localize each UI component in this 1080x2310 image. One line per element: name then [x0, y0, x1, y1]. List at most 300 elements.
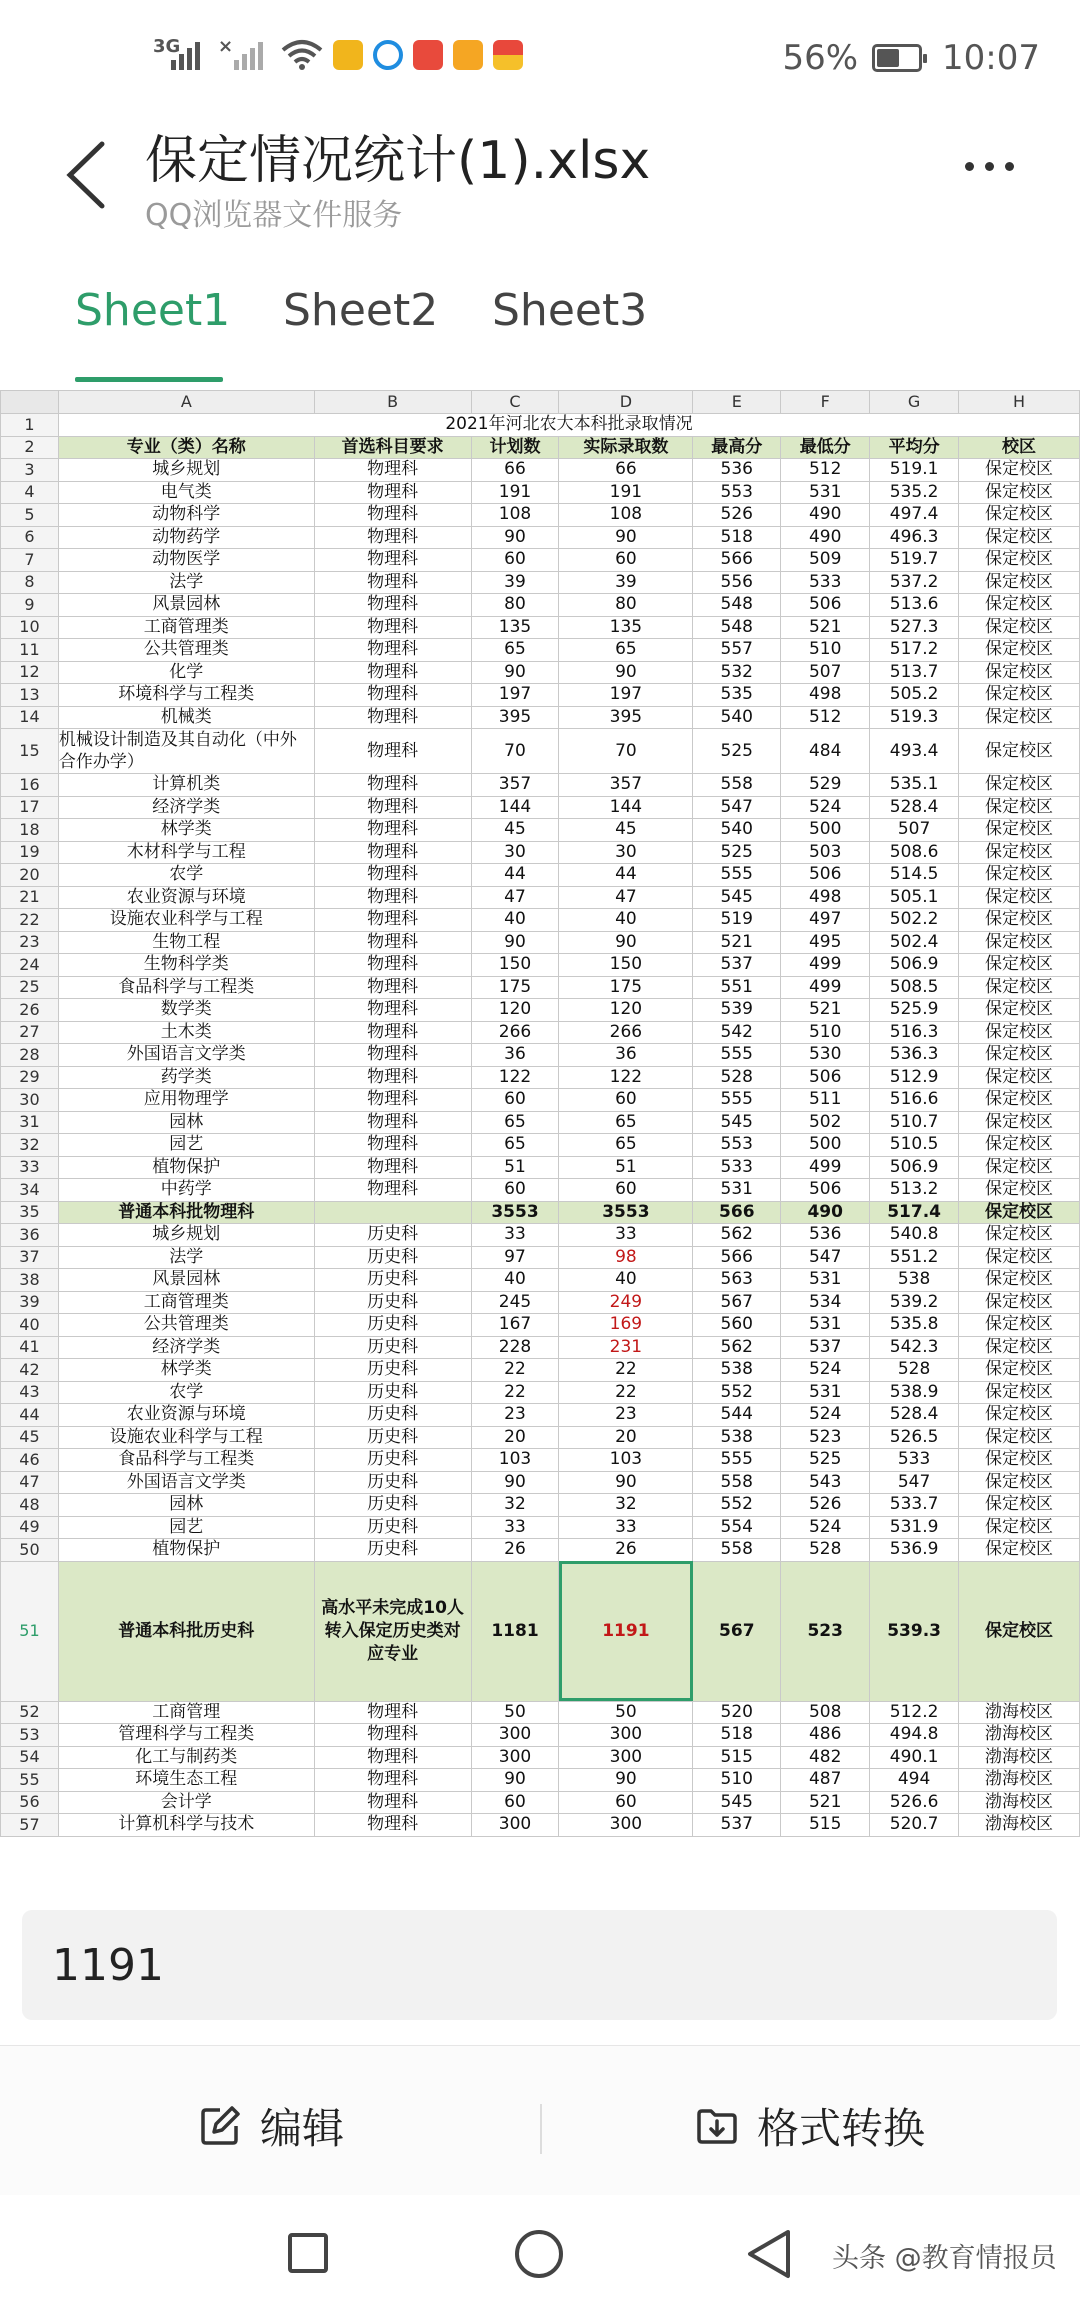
table-cell[interactable]: 524	[781, 1404, 870, 1427]
table-cell[interactable]: 535.8	[870, 1314, 959, 1337]
table-cell[interactable]: 23	[559, 1404, 693, 1427]
table-cell[interactable]: 保定校区	[959, 684, 1080, 707]
table-cell[interactable]: 395	[559, 706, 693, 729]
table-cell[interactable]: 工商管理类	[58, 616, 314, 639]
table-cell[interactable]: 保定校区	[959, 1156, 1080, 1179]
table-cell[interactable]: 66	[559, 459, 693, 482]
recent-apps-icon[interactable]	[288, 2233, 328, 2273]
table-cell[interactable]: 保定校区	[959, 1449, 1080, 1472]
table-cell[interactable]: 510.7	[870, 1111, 959, 1134]
row-number[interactable]: 33	[1, 1156, 59, 1179]
table-cell[interactable]: 512	[781, 459, 870, 482]
row-number[interactable]: 52	[1, 1701, 59, 1724]
table-cell[interactable]: 557	[693, 639, 781, 662]
table-cell[interactable]: 51	[471, 1156, 559, 1179]
table-cell[interactable]: 物理科	[314, 1111, 471, 1134]
column-header-A[interactable]: A	[58, 391, 314, 414]
table-cell[interactable]: 536.9	[870, 1539, 959, 1562]
tab-sheet2[interactable]: Sheet2	[283, 285, 439, 336]
row-number[interactable]: 41	[1, 1336, 59, 1359]
table-cell[interactable]: 65	[559, 1111, 693, 1134]
row-number[interactable]: 18	[1, 819, 59, 842]
table-cell[interactable]: 144	[559, 796, 693, 819]
row-number[interactable]: 10	[1, 616, 59, 639]
table-cell[interactable]: 物理科	[314, 931, 471, 954]
table-cell[interactable]: 197	[559, 684, 693, 707]
table-cell[interactable]: 60	[559, 1791, 693, 1814]
table-cell[interactable]: 公共管理类	[58, 639, 314, 662]
table-cell[interactable]: 90	[471, 1769, 559, 1792]
table-cell[interactable]: 555	[693, 1449, 781, 1472]
table-cell[interactable]: 保定校区	[959, 954, 1080, 977]
table-cell[interactable]: 历史科	[314, 1449, 471, 1472]
table-cell[interactable]: 395	[471, 706, 559, 729]
table-cell[interactable]: 渤海校区	[959, 1791, 1080, 1814]
table-cell[interactable]: 529	[781, 774, 870, 797]
row-number[interactable]: 7	[1, 549, 59, 572]
table-cell[interactable]: 渤海校区	[959, 1769, 1080, 1792]
row-number[interactable]: 19	[1, 841, 59, 864]
table-cell[interactable]: 533	[870, 1449, 959, 1472]
column-heading[interactable]: 专业（类）名称	[58, 436, 314, 459]
row-number[interactable]: 28	[1, 1044, 59, 1067]
home-icon[interactable]	[515, 2230, 563, 2278]
row-number[interactable]: 36	[1, 1224, 59, 1247]
row-number[interactable]: 48	[1, 1494, 59, 1517]
table-cell[interactable]: 506	[781, 1179, 870, 1202]
table-cell[interactable]: 工商管理	[58, 1701, 314, 1724]
column-header-F[interactable]: F	[781, 391, 870, 414]
table-cell[interactable]: 551	[693, 976, 781, 999]
table-cell[interactable]: 548	[693, 616, 781, 639]
row-number[interactable]: 50	[1, 1539, 59, 1562]
table-cell[interactable]: 动物医学	[58, 549, 314, 572]
table-cell[interactable]: 357	[559, 774, 693, 797]
row-number[interactable]: 16	[1, 774, 59, 797]
table-cell[interactable]: 管理科学与工程类	[58, 1724, 314, 1747]
row-number[interactable]: 15	[1, 729, 59, 774]
table-cell[interactable]: 357	[471, 774, 559, 797]
table-cell[interactable]: 农业资源与环境	[58, 886, 314, 909]
table-cell[interactable]: 保定校区	[959, 1516, 1080, 1539]
table-cell[interactable]: 512	[781, 706, 870, 729]
table-cell[interactable]: 562	[693, 1336, 781, 1359]
table-cell[interactable]: 生物科学类	[58, 954, 314, 977]
table-cell[interactable]: 保定校区	[959, 1314, 1080, 1337]
table-cell[interactable]: 537.2	[870, 571, 959, 594]
table-cell[interactable]: 保定校区	[959, 1066, 1080, 1089]
table-cell[interactable]: 519.3	[870, 706, 959, 729]
table-cell[interactable]: 65	[559, 1134, 693, 1157]
table-cell[interactable]: 540	[693, 819, 781, 842]
table-cell[interactable]: 保定校区	[959, 1246, 1080, 1269]
table-cell[interactable]: 法学	[58, 571, 314, 594]
table-cell[interactable]: 300	[471, 1724, 559, 1747]
table-cell[interactable]: 520	[693, 1701, 781, 1724]
table-cell[interactable]: 60	[559, 549, 693, 572]
row-number[interactable]: 32	[1, 1134, 59, 1157]
more-options-icon[interactable]	[965, 162, 1014, 171]
row-number[interactable]: 6	[1, 526, 59, 549]
table-cell[interactable]: 土木类	[58, 1021, 314, 1044]
table-cell[interactable]: 40	[559, 909, 693, 932]
table-cell[interactable]: 508	[781, 1701, 870, 1724]
table-cell[interactable]: 103	[471, 1449, 559, 1472]
table-cell[interactable]: 496.3	[870, 526, 959, 549]
table-cell[interactable]: 物理科	[314, 886, 471, 909]
table-cell[interactable]: 70	[559, 729, 693, 774]
row-number[interactable]: 1	[1, 414, 59, 437]
table-cell[interactable]: 519.1	[870, 459, 959, 482]
table-cell[interactable]: 保定校区	[959, 1179, 1080, 1202]
table-cell[interactable]: 保定校区	[959, 1111, 1080, 1134]
table-cell[interactable]: 保定校区	[959, 481, 1080, 504]
table-cell[interactable]: 108	[559, 504, 693, 527]
table-cell[interactable]: 539.3	[870, 1561, 959, 1701]
table-cell[interactable]: 保定校区	[959, 459, 1080, 482]
table-cell[interactable]: 物理科	[314, 481, 471, 504]
table-cell[interactable]: 525	[693, 841, 781, 864]
row-number[interactable]: 57	[1, 1814, 59, 1837]
table-cell[interactable]: 65	[471, 639, 559, 662]
table-cell[interactable]: 物理科	[314, 684, 471, 707]
table-cell[interactable]: 65	[471, 1111, 559, 1134]
row-number[interactable]: 37	[1, 1246, 59, 1269]
table-cell[interactable]: 会计学	[58, 1791, 314, 1814]
table-cell[interactable]: 历史科	[314, 1516, 471, 1539]
row-number[interactable]: 43	[1, 1381, 59, 1404]
table-cell[interactable]: 物理科	[314, 1724, 471, 1747]
table-cell[interactable]: 物理科	[314, 774, 471, 797]
table-cell[interactable]: 物理科	[314, 526, 471, 549]
table-cell[interactable]: 保定校区	[959, 549, 1080, 572]
table-cell[interactable]: 保定校区	[959, 1539, 1080, 1562]
table-cell[interactable]: 法学	[58, 1246, 314, 1269]
table-cell[interactable]: 228	[471, 1336, 559, 1359]
table-cell[interactable]: 144	[471, 796, 559, 819]
table-cell[interactable]: 518	[693, 526, 781, 549]
table-cell[interactable]: 490	[781, 1201, 870, 1224]
table-cell[interactable]: 22	[471, 1381, 559, 1404]
table-cell[interactable]: 494	[870, 1769, 959, 1792]
table-cell[interactable]: 512.2	[870, 1701, 959, 1724]
row-number[interactable]: 42	[1, 1359, 59, 1382]
table-cell[interactable]: 3553	[559, 1201, 693, 1224]
table-cell[interactable]: 47	[471, 886, 559, 909]
table-cell[interactable]: 300	[559, 1746, 693, 1769]
table-cell[interactable]: 渤海校区	[959, 1746, 1080, 1769]
table-cell[interactable]: 520.7	[870, 1814, 959, 1837]
table-cell[interactable]: 527.3	[870, 616, 959, 639]
table-cell[interactable]: 519	[693, 909, 781, 932]
table-cell[interactable]: 300	[471, 1746, 559, 1769]
table-cell[interactable]: 487	[781, 1769, 870, 1792]
table-cell[interactable]: 历史科	[314, 1539, 471, 1562]
table-cell[interactable]: 517.4	[870, 1201, 959, 1224]
table-cell[interactable]: 物理科	[314, 1769, 471, 1792]
row-number[interactable]: 34	[1, 1179, 59, 1202]
table-cell[interactable]: 535	[693, 684, 781, 707]
table-cell[interactable]: 30	[559, 841, 693, 864]
tab-sheet1[interactable]: Sheet1	[75, 285, 231, 336]
table-cell[interactable]: 园艺	[58, 1134, 314, 1157]
table-cell[interactable]: 555	[693, 1089, 781, 1112]
table-cell[interactable]: 物理科	[314, 729, 471, 774]
table-cell[interactable]: 历史科	[314, 1224, 471, 1247]
table-cell[interactable]: 552	[693, 1381, 781, 1404]
row-number[interactable]: 30	[1, 1089, 59, 1112]
table-cell[interactable]: 植物保护	[58, 1156, 314, 1179]
tab-sheet3[interactable]: Sheet3	[492, 285, 648, 336]
table-cell[interactable]: 538	[693, 1359, 781, 1382]
table-cell[interactable]: 524	[781, 1516, 870, 1539]
table-cell[interactable]: 历史科	[314, 1269, 471, 1292]
table-cell[interactable]: 物理科	[314, 1089, 471, 1112]
table-cell[interactable]: 90	[559, 931, 693, 954]
row-number[interactable]: 20	[1, 864, 59, 887]
table-cell[interactable]: 524	[781, 1359, 870, 1382]
row-number[interactable]: 39	[1, 1291, 59, 1314]
table-cell[interactable]: 机械设计制造及其自动化（中外合作办学）	[58, 729, 314, 774]
row-number[interactable]: 3	[1, 459, 59, 482]
table-cell[interactable]: 物理科	[314, 1814, 471, 1837]
row-number[interactable]: 55	[1, 1769, 59, 1792]
table-cell[interactable]: 531	[781, 481, 870, 504]
table-cell[interactable]: 528.4	[870, 796, 959, 819]
table-cell[interactable]: 物理科	[314, 909, 471, 932]
table-cell[interactable]: 26	[559, 1539, 693, 1562]
table-cell[interactable]: 506.9	[870, 1156, 959, 1179]
table-cell[interactable]: 528.4	[870, 1404, 959, 1427]
table-cell[interactable]: 保定校区	[959, 616, 1080, 639]
table-cell[interactable]: 521	[781, 616, 870, 639]
table-cell[interactable]: 22	[471, 1359, 559, 1382]
table-cell[interactable]: 40	[471, 1269, 559, 1292]
table-cell[interactable]: 175	[471, 976, 559, 999]
table-cell[interactable]: 526.6	[870, 1791, 959, 1814]
table-cell[interactable]: 物理科	[314, 1791, 471, 1814]
table-cell[interactable]: 渤海校区	[959, 1814, 1080, 1837]
table-cell[interactable]: 保定校区	[959, 1381, 1080, 1404]
table-cell[interactable]: 22	[559, 1359, 693, 1382]
table-cell[interactable]: 47	[559, 886, 693, 909]
table-cell[interactable]: 510	[781, 1021, 870, 1044]
table-cell[interactable]: 60	[471, 1791, 559, 1814]
table-cell[interactable]: 物理科	[314, 504, 471, 527]
table-cell[interactable]: 物理科	[314, 1021, 471, 1044]
table-cell[interactable]: 300	[559, 1814, 693, 1837]
row-number[interactable]: 26	[1, 999, 59, 1022]
table-cell[interactable]: 567	[693, 1291, 781, 1314]
row-number[interactable]: 22	[1, 909, 59, 932]
table-cell[interactable]: 36	[471, 1044, 559, 1067]
row-number[interactable]: 5	[1, 504, 59, 527]
table-cell[interactable]: 保定校区	[959, 864, 1080, 887]
table-cell[interactable]: 536	[781, 1224, 870, 1247]
row-number[interactable]: 9	[1, 594, 59, 617]
table-cell[interactable]: 518	[693, 1724, 781, 1747]
table-cell[interactable]: 528	[781, 1539, 870, 1562]
table-cell[interactable]: 环境科学与工程类	[58, 684, 314, 707]
table-cell[interactable]: 51	[559, 1156, 693, 1179]
table-cell[interactable]: 保定校区	[959, 571, 1080, 594]
table-cell[interactable]: 80	[471, 594, 559, 617]
table-cell[interactable]: 482	[781, 1746, 870, 1769]
table-cell[interactable]: 538	[693, 1426, 781, 1449]
table-cell[interactable]: 562	[693, 1224, 781, 1247]
table-cell[interactable]: 531.9	[870, 1516, 959, 1539]
table-cell[interactable]: 数学类	[58, 999, 314, 1022]
table-cell[interactable]: 保定校区	[959, 1201, 1080, 1224]
table-cell[interactable]: 历史科	[314, 1494, 471, 1517]
table-cell[interactable]: 物理科	[314, 661, 471, 684]
table-cell[interactable]: 560	[693, 1314, 781, 1337]
table-cell[interactable]: 505.1	[870, 886, 959, 909]
table-cell[interactable]: 526	[781, 1494, 870, 1517]
row-number[interactable]: 38	[1, 1269, 59, 1292]
row-number[interactable]: 49	[1, 1516, 59, 1539]
table-cell[interactable]: 林学类	[58, 819, 314, 842]
row-number[interactable]: 54	[1, 1746, 59, 1769]
table-cell[interactable]: 526	[693, 504, 781, 527]
table-cell[interactable]: 507	[781, 661, 870, 684]
table-cell[interactable]: 514.5	[870, 864, 959, 887]
back-triangle-icon[interactable]	[744, 2228, 794, 2280]
row-number[interactable]: 29	[1, 1066, 59, 1089]
table-cell[interactable]: 30	[471, 841, 559, 864]
table-cell[interactable]: 保定校区	[959, 1269, 1080, 1292]
table-cell[interactable]: 设施农业科学与工程	[58, 909, 314, 932]
row-number[interactable]: 2	[1, 436, 59, 459]
table-cell[interactable]: 90	[559, 1769, 693, 1792]
cell-content-bar[interactable]	[22, 1910, 1057, 2020]
table-cell[interactable]: 物理科	[314, 1746, 471, 1769]
table-cell[interactable]: 505.2	[870, 684, 959, 707]
table-cell[interactable]: 539.2	[870, 1291, 959, 1314]
table-cell[interactable]: 547	[693, 796, 781, 819]
table-cell[interactable]: 保定校区	[959, 639, 1080, 662]
table-cell[interactable]: 563	[693, 1269, 781, 1292]
table-cell[interactable]: 渤海校区	[959, 1724, 1080, 1747]
table-cell[interactable]: 122	[559, 1066, 693, 1089]
table-cell[interactable]: 90	[559, 526, 693, 549]
table-cell[interactable]: 510.5	[870, 1134, 959, 1157]
table-cell[interactable]: 物理科	[314, 976, 471, 999]
row-number[interactable]: 13	[1, 684, 59, 707]
table-cell[interactable]: 保定校区	[959, 931, 1080, 954]
column-header-H[interactable]: H	[959, 391, 1080, 414]
table-cell[interactable]: 494.8	[870, 1724, 959, 1747]
table-cell[interactable]: 50	[471, 1701, 559, 1724]
table-cell[interactable]: 保定校区	[959, 841, 1080, 864]
table-cell[interactable]: 542.3	[870, 1336, 959, 1359]
table-cell[interactable]: 490.1	[870, 1746, 959, 1769]
table-cell[interactable]: 539	[693, 999, 781, 1022]
row-number[interactable]: 14	[1, 706, 59, 729]
table-cell[interactable]: 509	[781, 549, 870, 572]
column-heading[interactable]: 实际录取数	[559, 436, 693, 459]
table-cell[interactable]: 39	[559, 571, 693, 594]
table-cell[interactable]: 保定校区	[959, 1359, 1080, 1382]
table-cell[interactable]: 26	[471, 1539, 559, 1562]
table-cell[interactable]: 城乡规划	[58, 459, 314, 482]
table-cell[interactable]: 506.9	[870, 954, 959, 977]
table-cell[interactable]: 502.4	[870, 931, 959, 954]
table-cell[interactable]: 545	[693, 1111, 781, 1134]
row-number[interactable]: 51	[1, 1561, 59, 1701]
table-cell[interactable]: 36	[559, 1044, 693, 1067]
table-cell[interactable]: 513.7	[870, 661, 959, 684]
table-cell[interactable]: 500	[781, 1134, 870, 1157]
table-cell[interactable]: 保定校区	[959, 796, 1080, 819]
table-cell[interactable]: 533	[781, 571, 870, 594]
table-cell[interactable]: 502.2	[870, 909, 959, 932]
table-cell[interactable]: 保定校区	[959, 1561, 1080, 1701]
table-cell[interactable]: 551.2	[870, 1246, 959, 1269]
table-cell[interactable]: 历史科	[314, 1404, 471, 1427]
column-heading[interactable]: 校区	[959, 436, 1080, 459]
table-cell[interactable]: 物理科	[314, 999, 471, 1022]
table-cell[interactable]: 542	[693, 1021, 781, 1044]
table-cell[interactable]: 525	[781, 1449, 870, 1472]
table-cell[interactable]: 22	[559, 1381, 693, 1404]
row-number[interactable]: 23	[1, 931, 59, 954]
table-cell[interactable]: 动物药学	[58, 526, 314, 549]
table-cell[interactable]: 537	[693, 954, 781, 977]
table-cell[interactable]: 521	[781, 999, 870, 1022]
table-cell[interactable]: 物理科	[314, 1156, 471, 1179]
table-cell[interactable]: 566	[693, 1201, 781, 1224]
column-heading[interactable]: 计划数	[471, 436, 559, 459]
table-cell[interactable]: 物理科	[314, 1044, 471, 1067]
table-cell[interactable]: 547	[781, 1246, 870, 1269]
table-cell[interactable]: 506	[781, 864, 870, 887]
select-all-corner[interactable]	[1, 391, 59, 414]
table-cell[interactable]: 525	[693, 729, 781, 774]
table-cell[interactable]: 物理科	[314, 1179, 471, 1202]
table-cell[interactable]: 物理科	[314, 841, 471, 864]
table-cell[interactable]: 197	[471, 684, 559, 707]
table-cell[interactable]: 70	[471, 729, 559, 774]
column-header-G[interactable]: G	[870, 391, 959, 414]
table-cell[interactable]: 66	[471, 459, 559, 482]
table-cell[interactable]: 公共管理类	[58, 1314, 314, 1337]
table-cell[interactable]: 544	[693, 1404, 781, 1427]
table-cell[interactable]: 521	[693, 931, 781, 954]
table-cell[interactable]: 物理科	[314, 954, 471, 977]
table-cell[interactable]: 510	[781, 639, 870, 662]
table-cell[interactable]: 保定校区	[959, 976, 1080, 999]
table-cell[interactable]: 1181	[471, 1561, 559, 1701]
table-cell[interactable]: 保定校区	[959, 526, 1080, 549]
table-cell[interactable]: 540	[693, 706, 781, 729]
table-cell[interactable]: 525.9	[870, 999, 959, 1022]
column-heading[interactable]: 平均分	[870, 436, 959, 459]
table-cell[interactable]: 552	[693, 1494, 781, 1517]
table-cell[interactable]: 90	[559, 661, 693, 684]
table-cell[interactable]: 物理科	[314, 594, 471, 617]
table-cell[interactable]: 175	[559, 976, 693, 999]
table-cell[interactable]: 108	[471, 504, 559, 527]
table-cell[interactable]: 保定校区	[959, 1404, 1080, 1427]
table-cell[interactable]: 528	[870, 1359, 959, 1382]
table-cell[interactable]: 计算机科学与技术	[58, 1814, 314, 1837]
table-cell[interactable]: 493.4	[870, 729, 959, 774]
row-number[interactable]: 44	[1, 1404, 59, 1427]
table-cell[interactable]: 519.7	[870, 549, 959, 572]
table-cell[interactable]: 历史科	[314, 1426, 471, 1449]
row-number[interactable]: 27	[1, 1021, 59, 1044]
